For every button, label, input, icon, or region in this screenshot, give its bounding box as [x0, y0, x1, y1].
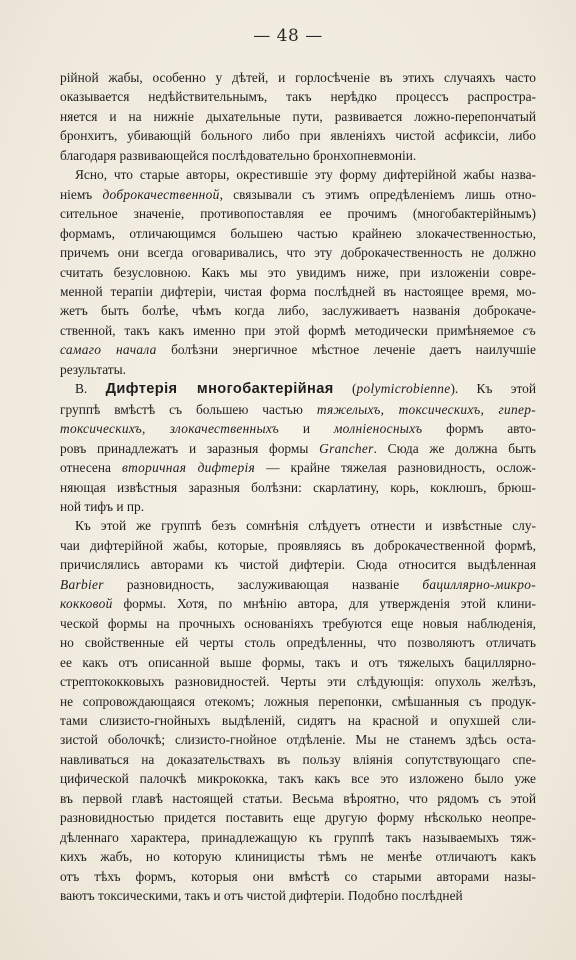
body-text: причемъ они всегда оговаривались, что эту доброкачественность не должно [60, 245, 536, 261]
body-text: результаты. [60, 361, 127, 377]
text-line [60, 750, 536, 769]
text-line [60, 594, 536, 613]
body-text: группѣ вмѣстѣ съ большею частью [60, 401, 317, 417]
body-text: няется и на нижніе дыхательные пути, развивается ложно-перепончатый [60, 108, 536, 124]
paragraph [60, 165, 536, 379]
text-line [60, 886, 536, 905]
emphasis-text: молніеносныхъ [333, 421, 423, 437]
body-text: благодаря развивающейся послѣдовательно бронхопневмоніи. [60, 147, 417, 163]
text-line [60, 282, 536, 301]
paragraph [60, 379, 536, 516]
body-text: но свойственные ей черты столь опредѣленны, что позволяютъ отличать [60, 635, 536, 651]
text-line [60, 185, 536, 204]
body-text: жетъ быть болѣе, чѣмъ когда либо, заслуживаетъ названія доброкаче- [60, 303, 536, 319]
body-text: ственной, такъ какъ именно при этой формѣ методически примѣняемое [60, 322, 523, 338]
body-text: няющая извѣстныя заразныя болѣзни: скарлатину, корь, коклюшъ, брюш- [60, 479, 536, 495]
text-line [60, 263, 536, 282]
text-line [60, 808, 536, 827]
body-text: ваютъ токсическими, такъ и отъ чистой дифтеріи. Подобно послѣдней [60, 888, 463, 904]
emphasis-text: бациллярно-микро- [422, 576, 536, 592]
text-line [60, 828, 536, 847]
paragraph [60, 516, 536, 905]
page-number: — 48 — [253, 26, 323, 46]
body-text: разновидностью придется поставить еще другую форму нѣсколько неопре- [60, 810, 536, 826]
text-line [60, 478, 536, 497]
text-line [60, 204, 536, 223]
text-line [60, 321, 536, 340]
text-line [60, 516, 536, 535]
page-text [60, 68, 536, 905]
text-line [60, 847, 536, 866]
body-text: ( [333, 381, 357, 397]
body-text: ной тифъ и пр. [60, 498, 145, 514]
body-text: считать безусловною. Какъ мы это увидимъ ниже, при изложеніи совре- [60, 264, 536, 280]
emphasis-text: Barbier [60, 576, 104, 592]
body-text: ее какъ отъ описанной выше формы, такъ и отъ тяжелыхъ бациллярно- [60, 654, 536, 670]
body-text: стрептококковыхъ разновидностей. Черты эти слѣдующія: опухоль желѣзъ, [60, 674, 536, 690]
text-line [60, 419, 536, 438]
body-text: ческой формы на прочныхъ основаніяхъ требуются еще новыя наблюденія, [60, 615, 536, 631]
body-text: формъ авто- [422, 421, 536, 437]
text-line [60, 400, 536, 419]
body-text: причислялись авторами къ чистой дифтеріи. Сюда относится выдѣленная [60, 557, 536, 573]
paragraph [60, 68, 536, 165]
body-text: ровъ принадлежатъ и заразныя формы [60, 440, 320, 456]
text-line [60, 633, 536, 652]
text-line [60, 301, 536, 320]
text-line [60, 87, 536, 106]
text-line [60, 224, 536, 243]
body-text: цифической палочкѣ микрококка, такъ какъ все это изложено было уже [60, 771, 536, 787]
emphasis-text: токсическихъ, злокачественныхъ [60, 421, 280, 437]
text-line [60, 497, 536, 516]
text-line [60, 692, 536, 711]
section-heading: Дифтерія многобактерійная [105, 381, 334, 398]
body-text: , связывали съ этимъ опредѣленіемъ лишь отно- [219, 186, 536, 202]
body-text: менной терапіи дифтеріи, чистая форма послѣдней въ настоящее время, мо- [60, 283, 536, 299]
text-line [60, 614, 536, 633]
body-text: навливаться на доказательствахъ въ пользу вліянія сопутствующаго спе- [60, 751, 536, 767]
body-text: В. [75, 381, 106, 397]
text-line [60, 653, 536, 672]
body-text: — крайне тяжелая разновидность, ослож- [255, 460, 536, 476]
body-text: отъ тѣхъ формъ, которыя они вмѣстѣ со старыми авторами назы- [60, 868, 536, 884]
body-text: оказывается недѣйствительнымъ, такъ нерѣдко процессъ распростра- [60, 89, 536, 105]
text-line [60, 458, 536, 477]
text-line [60, 165, 536, 184]
text-line [60, 243, 536, 262]
text-line [60, 439, 536, 458]
emphasis-text: тяжелыхъ, токсическихъ, гипер- [316, 401, 536, 417]
text-line [60, 711, 536, 730]
text-line [60, 867, 536, 886]
text-line [60, 379, 536, 399]
body-text: . Сюда же должна быть [373, 440, 536, 456]
text-line [60, 769, 536, 788]
emphasis-text: polymicrobienne [356, 381, 451, 397]
body-text: формы. Хотя, по мнѣнію автора, для утвержденія этой клини- [112, 596, 536, 612]
text-line [60, 146, 536, 165]
text-line [60, 68, 536, 87]
emphasis-text: вторичная дифтерія [122, 460, 256, 476]
body-text: формамъ, отличающимся большею частью крайнею злокачественностью, [60, 225, 536, 241]
emphasis-text: самаго начала [60, 342, 157, 358]
body-text: тами слизисто-гнойныхъ выдѣленій, сидятъ на красной и опухшей сли- [60, 712, 536, 728]
text-line [60, 126, 536, 145]
body-text: Ясно, что старые авторы, окрестившіе эту форму дифтерійной жабы назва- [75, 167, 536, 183]
text-line [60, 575, 536, 594]
body-text: въ первой главѣ настоящей статьи. Весьма вѣроятно, что рядомъ съ этой [60, 790, 536, 806]
body-text: чаи дифтерійной жабы, которые, проявляясь въ доброкачественной формѣ, [60, 537, 536, 553]
emphasis-text: Grancher [319, 440, 374, 456]
body-text: дѣленнаго характера, принадлежащую къ группѣ такъ называемыхъ тяж- [60, 829, 536, 845]
text-line [60, 360, 536, 379]
body-text: ). Къ этой [450, 381, 536, 397]
text-line [60, 789, 536, 808]
body-text: не сопровождающаяся отекомъ; ложныя перепонки, смѣшанныя съ продук- [60, 693, 536, 709]
body-text: кихъ жабъ, но которую клиницисты тѣмъ не менѣе отличаютъ какъ [60, 849, 536, 865]
text-line [60, 672, 536, 691]
body-text: ніемъ [60, 186, 103, 202]
body-text: Къ этой же группѣ безъ сомнѣнія слѣдуетъ отнести и извѣстные слу- [75, 518, 536, 534]
emphasis-text: доброкачественной [102, 186, 220, 202]
body-text: рійной жабы, особенно у дѣтей, и горлосѣченіе въ этихъ случаяхъ часто [60, 70, 536, 85]
text-line [60, 340, 536, 359]
text-line [60, 555, 536, 574]
text-line [60, 730, 536, 749]
body-text: сительное значеніе, противопоставляя ее прочимъ (многобактерійнымъ) [60, 206, 536, 222]
emphasis-text: кокковой [60, 596, 113, 612]
body-text: и [279, 421, 334, 437]
text-line [60, 107, 536, 126]
body-text: болѣзни энергичное мѣстное леченіе даетъ наилучшіе [156, 342, 536, 358]
body-text: бронхитъ, убивающій больного либо при явленіяхъ чистой асфиксіи, либо [60, 128, 536, 144]
text-line [60, 536, 536, 555]
body-text: зистой оболочкѣ; слизисто-гнойное отдѣленіе. Мы не станемъ здѣсь оста- [60, 732, 536, 748]
emphasis-text: съ [522, 322, 536, 338]
body-text: разновидность, заслуживающая названіе [103, 576, 423, 592]
body-text: отнесена [60, 460, 123, 476]
